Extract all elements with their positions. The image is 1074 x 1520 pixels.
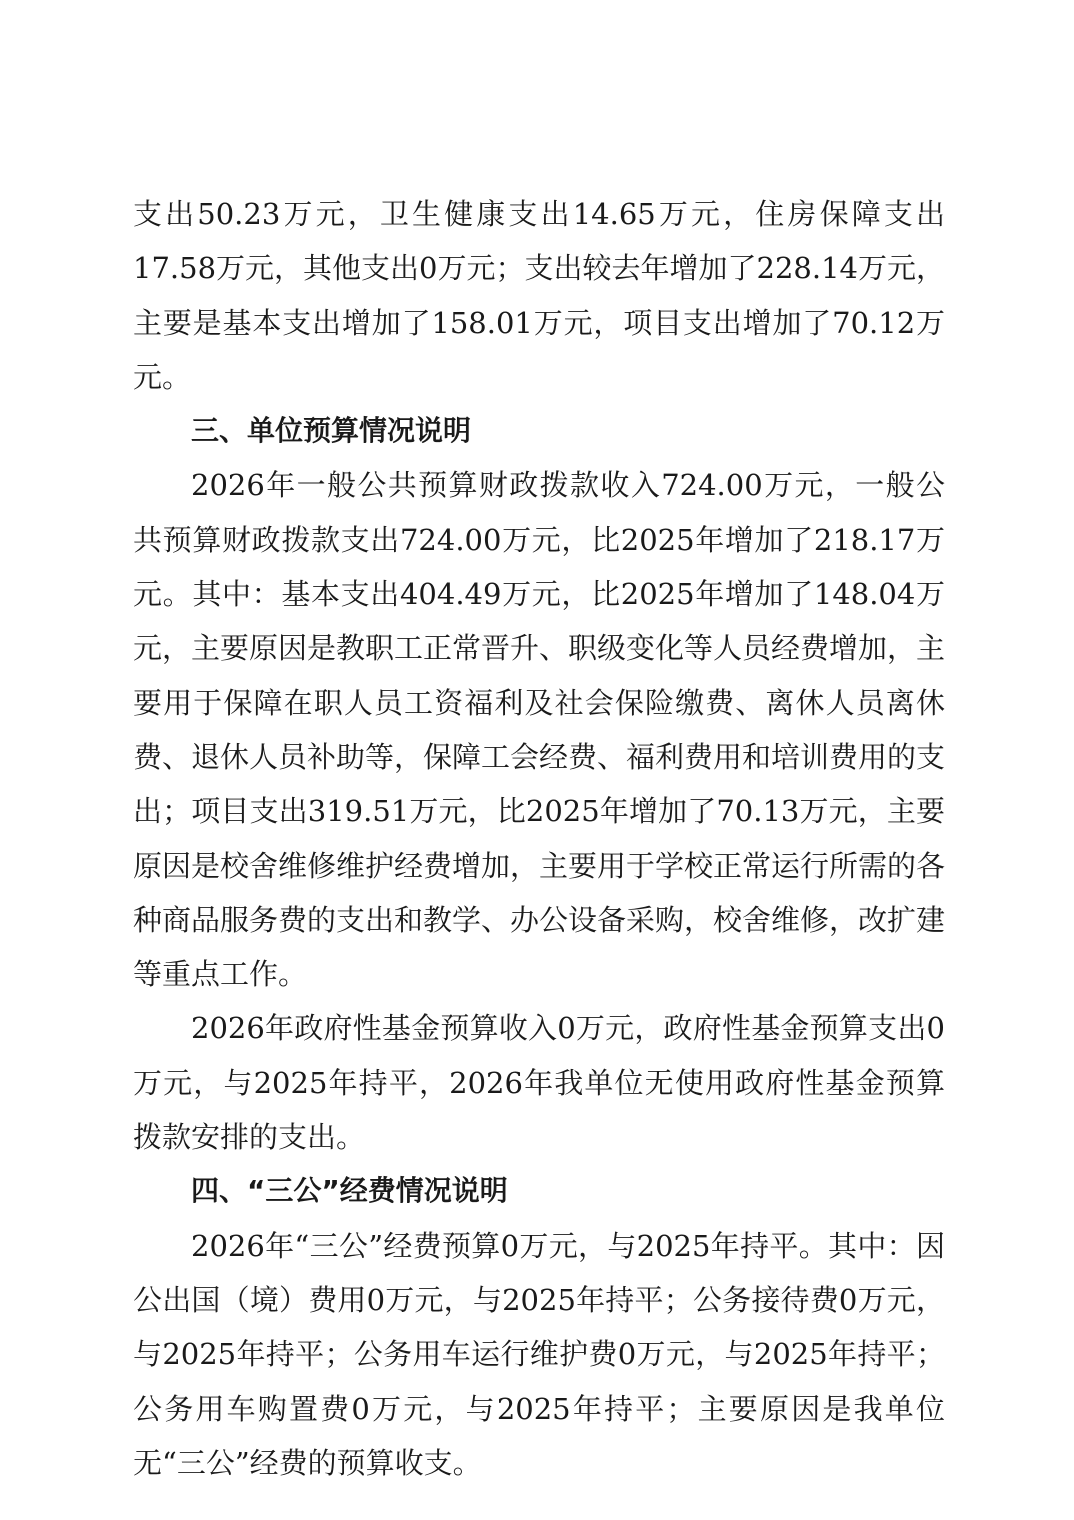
section-heading-three-public: 四、“三公”经费情况说明 <box>191 1174 508 1208</box>
section-heading-unit-budget: 三、单位预算情况说明 <box>191 414 472 448</box>
paragraph-expenditure-continued: 支出50.23万元，卫生健康支出14.65万元，住房保障支出17.58万元，其他支出0万元；支出较去年增加了228.14万元，主要是基本支出增加了158.01万元，项目支出增加了70.12万元。 <box>133 197 945 394</box>
document-body <box>133 187 945 1490</box>
paragraph-government-fund: 2026年政府性基金预算收入0万元，政府性基金预算支出0万元，与2025年持平，2026年我单位无使用政府性基金预算拨款安排的支出。 <box>133 1011 945 1155</box>
paragraph-general-budget: 2026年一般公共预算财政拨款收入724.00万元，一般公共预算财政拨款支出724.00万元，比2025年增加了218.17万元。其中：基本支出404.49万元，比2025年增加了148.04万元，主要原因是教职工正常晋升、职级变化等人员经费增加，主要用于保障在职人员工资福利及社会保险缴费、离休人员离休费、退休人员补助等，保障工会经费、福利费用和培训费用的支出；项目支出319.51万元，比2025年增加了70.13万元，主要原因是校舍维修维护经费增加，主要用于学校正常运行所需的各种商品服务费的支出和教学、办公设备采购，校舍维修，改扩建等重点工作。 <box>133 468 946 992</box>
paragraph-three-public-expenses: 2026年“三公”经费预算0万元，与2025年持平。其中：因公出国（境）费用0万元，与2025年持平；公务接待费0万元，与2025年持平；公务用车运行维护费0万元，与2025年持平；公务用车购置费0万元，与2025年持平；主要原因是我单位无“三公”经费的预算收支。 <box>133 1228 945 1480</box>
